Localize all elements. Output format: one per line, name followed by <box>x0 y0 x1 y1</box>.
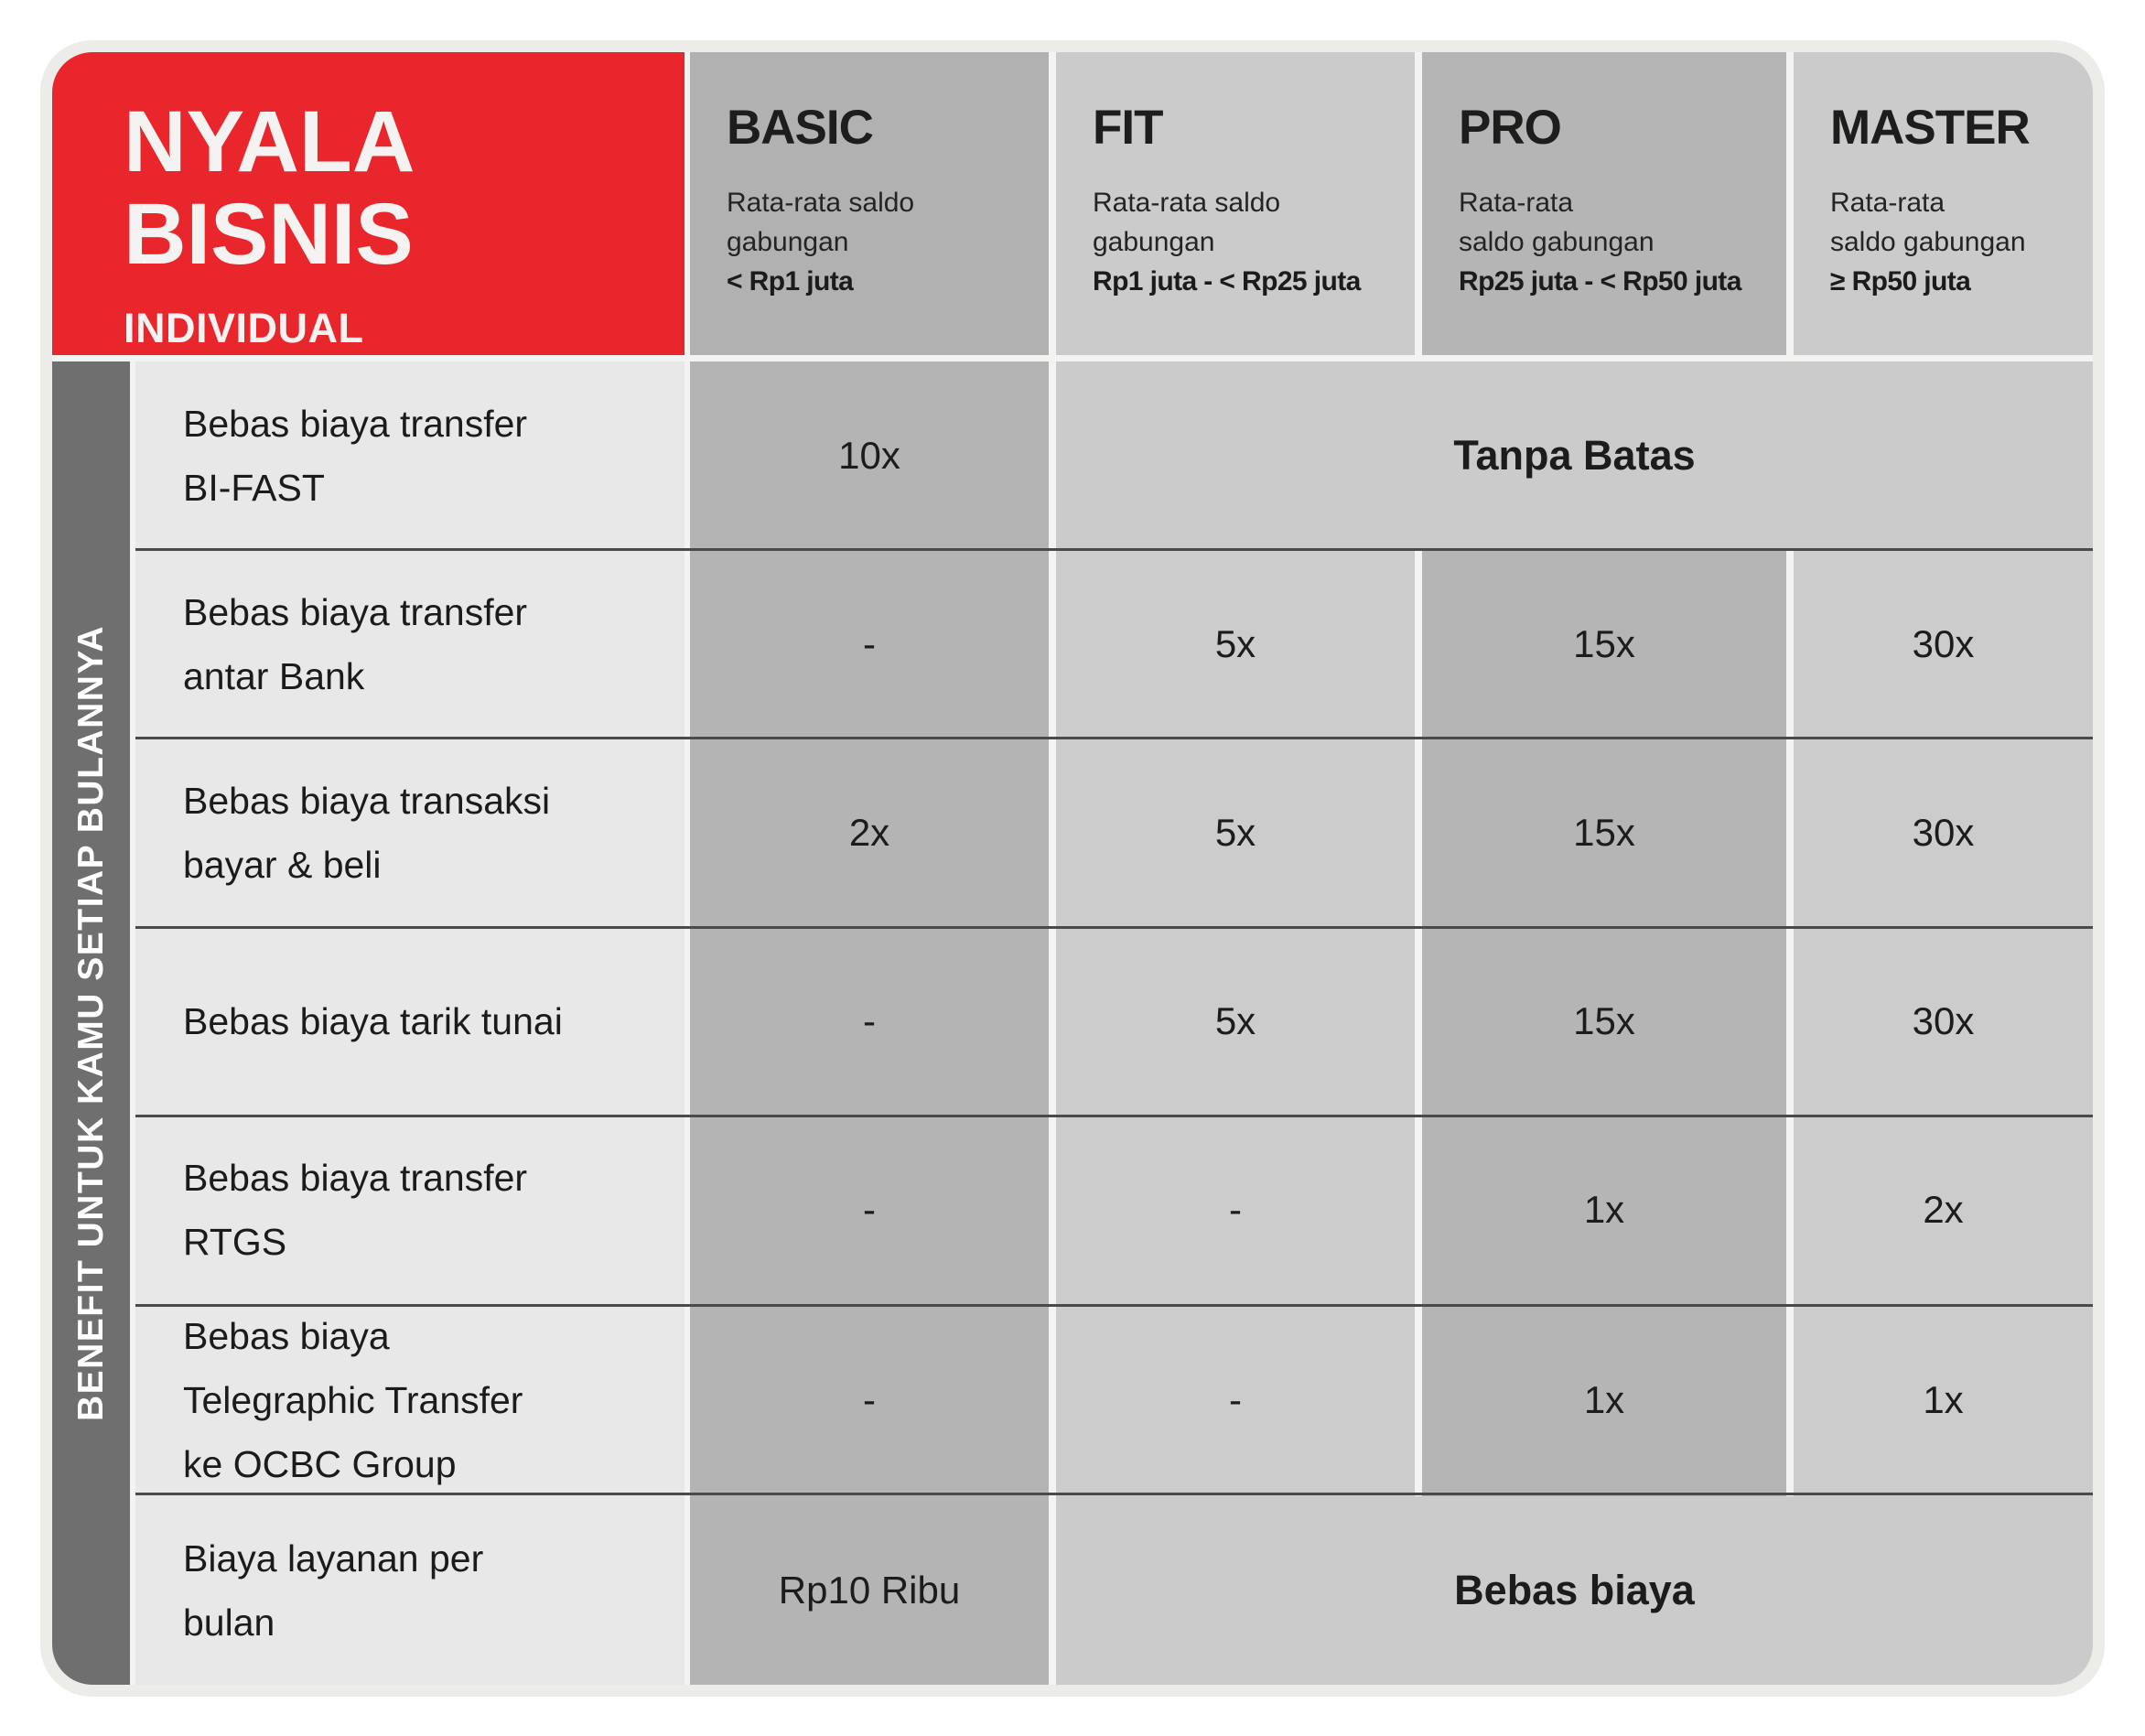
brand-header <box>52 52 684 355</box>
benefits-sidebar <box>52 361 130 1685</box>
benefit-label-biaya-layanan <box>135 1496 684 1685</box>
tier-balance-range: < Rp1 juta <box>727 266 854 297</box>
value-cell-basic: 2x <box>690 739 1049 927</box>
benefit-label-line: ke OCBC Group <box>183 1443 457 1485</box>
value-cell-pro: 1x <box>1422 1116 1786 1304</box>
benefit-label-line: Telegraphic Transfer <box>183 1379 523 1421</box>
value-cell-fit: 5x <box>1056 739 1415 927</box>
value-cell-master: 30x <box>1794 739 2093 927</box>
value-cell-fit: 5x <box>1056 927 1415 1116</box>
benefit-label-line: Biaya layanan per <box>183 1537 484 1580</box>
tier-desc-line2: gabungan <box>727 227 849 257</box>
benefit-label-antar-bank <box>135 550 684 739</box>
value-cell-fit: - <box>1056 1304 1415 1496</box>
brand-title-line1: NYALA <box>124 93 415 190</box>
benefit-label-line: Bebas biaya <box>183 1315 390 1357</box>
value-cell-basic: - <box>690 550 1049 739</box>
value-cell-fit: - <box>1056 1116 1415 1304</box>
tier-balance-range: Rp1 juta - < Rp25 juta <box>1093 266 1361 297</box>
benefit-label-line: Bebas biaya transfer <box>183 1157 528 1199</box>
benefits-sidebar-label: BENEFIT UNTUK KAMU SETIAP BULANNYA <box>70 624 111 1422</box>
pricing-table <box>52 52 2093 1685</box>
benefit-label-tarik-tunai <box>135 927 684 1116</box>
tier-header-master <box>1794 52 2093 355</box>
value-cell-basic: - <box>690 927 1049 1116</box>
brand-title-line2: BISNIS <box>124 186 414 283</box>
tier-header-basic <box>690 52 1049 355</box>
value-cell-master: 30x <box>1794 550 2093 739</box>
value-cell-fit: 5x <box>1056 550 1415 739</box>
value-cell-pro: 1x <box>1422 1304 1786 1496</box>
merged-value-cell: Bebas biaya <box>1056 1496 2093 1685</box>
benefit-label-line: Bebas biaya transaksi <box>183 780 551 822</box>
tier-header-fit <box>1056 52 1415 355</box>
benefit-label-line: bulan <box>183 1601 275 1644</box>
benefit-label-line: BI-FAST <box>183 467 325 509</box>
benefit-label-bayar-beli <box>135 739 684 927</box>
tier-description <box>1830 183 2078 301</box>
value-cell-master: 2x <box>1794 1116 2093 1304</box>
benefit-label-line: Bebas biaya tarik tunai <box>183 1000 563 1042</box>
tier-description <box>1093 183 1400 301</box>
tier-description <box>1459 183 1772 301</box>
tier-desc-line1: Rata-rata <box>1459 188 1574 218</box>
benefit-label-line: Bebas biaya transfer <box>183 403 528 445</box>
tier-desc-line1: Rata-rata <box>1830 188 1946 218</box>
tier-description <box>727 183 1034 301</box>
tier-desc-line2: gabungan <box>1093 227 1215 257</box>
benefit-label-bifast <box>135 361 684 550</box>
pricing-grid <box>52 52 2093 1685</box>
brand-subtitle: INDIVIDUAL <box>124 305 364 351</box>
tier-name: FIT <box>1093 101 1163 155</box>
value-cell-pro: 15x <box>1422 550 1786 739</box>
benefit-label-line: RTGS <box>183 1221 287 1263</box>
benefit-label-line: Bebas biaya transfer <box>183 591 528 633</box>
benefit-label-rtgs <box>135 1116 684 1304</box>
tier-header-pro <box>1422 52 1786 355</box>
tier-name: MASTER <box>1830 101 2030 155</box>
value-cell-master: 1x <box>1794 1304 2093 1496</box>
pricing-table-card <box>40 40 2105 1697</box>
tier-desc-line2: saldo gabungan <box>1830 227 2026 257</box>
tier-desc-line1: Rata-rata saldo <box>1093 188 1281 218</box>
value-cell-basic: - <box>690 1116 1049 1304</box>
merged-value-cell: Tanpa Batas <box>1056 361 2093 550</box>
benefit-label-telegraphic-transfer <box>135 1304 684 1496</box>
tier-balance-range: Rp25 juta - < Rp50 juta <box>1459 266 1741 297</box>
value-cell-basic: - <box>690 1304 1049 1496</box>
value-cell-pro: 15x <box>1422 927 1786 1116</box>
benefit-label-line: bayar & beli <box>183 844 382 886</box>
tier-desc-line1: Rata-rata saldo <box>727 188 915 218</box>
value-cell-basic: Rp10 Ribu <box>690 1496 1049 1685</box>
brand-title <box>124 93 675 283</box>
tier-balance-range: ≥ Rp50 juta <box>1830 266 1971 297</box>
benefit-label-line: antar Bank <box>183 655 365 697</box>
value-cell-pro: 15x <box>1422 739 1786 927</box>
tier-name: BASIC <box>727 101 873 155</box>
tier-name: PRO <box>1459 101 1561 155</box>
value-cell-master: 30x <box>1794 927 2093 1116</box>
value-cell-basic: 10x <box>690 361 1049 550</box>
tier-desc-line2: saldo gabungan <box>1459 227 1655 257</box>
